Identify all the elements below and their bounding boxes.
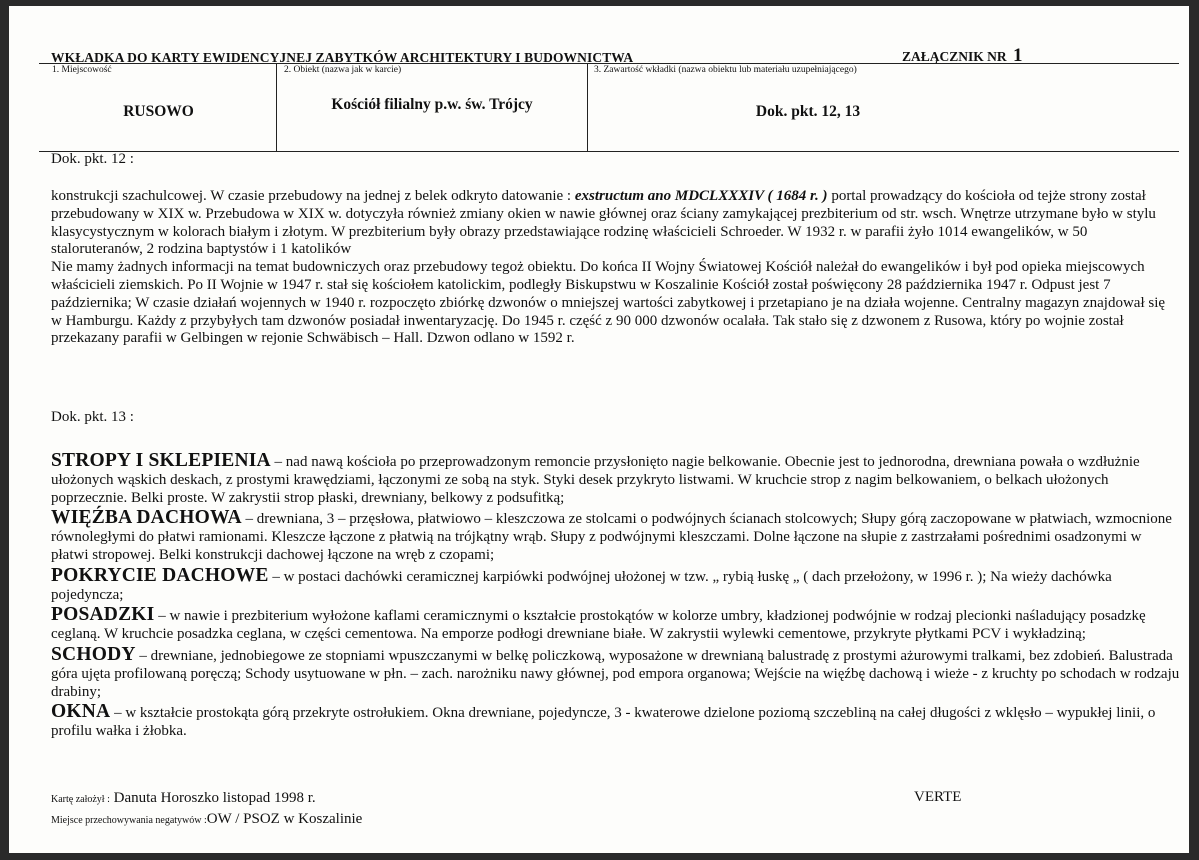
part-heading: OKNA [51, 701, 111, 723]
section-12-paragraph-2: Nie mamy żadnych informacji na temat budowniczych oraz przebudowy tegoż obiektu. Do końca II Wojny Światowej Kościół należał do ewangelików i był pod opieka miejscowych właścicieli ziemskich. Po II Wojnie w 1947 r. stał się kościołem katolickim, podległy Biskupstwu w Koszalinie Kościół został poświęcony 28 października 1947 r. Odpust jest 7 października; W czasie działań wojennych w 1940 r. rozpoczęto zbiórkę dzwonów o mniejszej wartości zabytkowej i przetapiano je na działa wojenne. Centralny magazyn znajdował się w Hamburgu. Każdy z przybyłych tam dzwonów posiadał inwentaryzację. Do 1945 r. część z 90 000 dzwonów ocalała. Tak stało się z dzwonem z Rusowa, który po wojnie został przekazany parafii w Gelbingen w rejonie Schwäbisch – Hall. Dzwon odlano w 1592 r. [51, 259, 1166, 347]
part-heading: STROPY I SKLEPIENIA [51, 450, 271, 471]
part-heading: WIĘŹBA DACHOWA [51, 507, 242, 529]
part-stropy [51, 452, 1181, 507]
field-value-locality: RUSOWO [123, 103, 194, 120]
field-label-object: 2. Obiekt (nazwa jak w karcie) [284, 65, 402, 75]
storage-line [51, 811, 362, 828]
author-label: Kartę założył : [51, 794, 110, 805]
header-bottom-rule [39, 151, 1179, 152]
part-text: – drewniana, 3 – przęsłowa, płatwiowo – kleszczowa ze stolcami o podwójnych ścianach stolcowych; Słupy górą zaczopowane w płatwiach, wzmocnione równoległymi do płatwi ramionami. Kleszcze łączone z płatwią na trójkątny wrąb. Słupy z podwójnymi kleszczami. Dolne łączone na słupie z zastrzałami pośrednimi osadzonymi w płatwi stropowej. Belki konstrukcji dachowej łączone na wręb z czopami; [51, 511, 1172, 563]
section-13-label: Dok. pkt. 13 : [51, 409, 134, 425]
header-top-rule [39, 63, 1179, 64]
author-value: Danuta Horoszko listopad 1998 r. [109, 790, 316, 806]
part-text: – w postaci dachówki ceramicznej karpiówki podwójnej ułożonej w tzw. „ rybią łuskę „ ( dach przełożony, w 1996 r. ); Na wieży dachówka pojedyncza; [51, 568, 1112, 603]
part-wiezba [51, 509, 1181, 564]
field-value-object: Kościół filialny p.w. św. Trójcy [331, 96, 533, 113]
part-heading: POKRYCIE DACHOWE [51, 564, 269, 586]
part-heading: SCHODY [51, 643, 136, 665]
storage-label: Miejsce przechowywania negatywów : [51, 815, 207, 826]
part-text: – drewniane, jednobiegowe ze stopniami wpuszczanymi w belkę policzkową, wyposażone w drewnianą balustradę z prostymi ażurowymi tralkami, bez zdobień. Balustrada góra ujęta profilowaną poręczą; Schody usytuowane w płn. – zach. narożniku nawy głównej, pod empora organowa; Wejście na więźbę dachową i wieże - z kruchty po schodach w rodzaju drabiny; [51, 647, 1180, 700]
storage-value: OW / PSOZ w Koszalinie [206, 811, 363, 827]
section-12-paragraph-1 [51, 188, 1171, 259]
paragraph-1-part-b: portal prowadzący do kościoła od tejże strony został przebudowany w XIX w. Przebudowa w XIX w. dotyczyła również zmiany okien w nawie głównej oraz ściany zamykającej prezbiterium od str. wsch. Wnętrze utrzymane było w stylu klasycystycznym w kolorach białym i złotym. W prezbiterium były obrazy przedstawiające rodzinę właścicieli Schroeder. W 1932 r. w parafii żyło 1014 ewangelików, w 50 staloruteranów, 2 rodzina baptystów i 1 katolików [51, 188, 1156, 258]
part-pokrycie [51, 564, 1181, 605]
author-line [51, 790, 316, 807]
annex-number: 1 [1013, 45, 1023, 66]
part-posadzki [51, 606, 1181, 644]
part-heading: POSADZKI [51, 604, 155, 626]
part-text: – nad nawą kościoła po przeprowadzonym remoncie przysłonięto nagie belkowanie. Obecnie jest to jednorodna, drewniana powała o wzdłużnie ułożonych wąskich deskach, z prostymi krawędziami, łączonymi ze sobą na styk. Styki desek przykryto listwami. W kruchcie strop z nagim belkowaniem, o belkach ułożonych poprzecznie. Belki proste. W zakrystii strop płaski, drewniany, belkowy z podsufitką; [51, 454, 1140, 506]
document-title: WKŁADKA DO KARTY EWIDENCYJNEJ ZABYTKÓW ARCHITEKTURY I BUDOWNICTWA [51, 50, 634, 65]
document-sheet [9, 6, 1189, 853]
paragraph-1-part-a: konstrukcji szachulcowej. W czasie przebudowy na jednej z belek odkryto datowanie : [51, 188, 575, 204]
part-text: – w nawie i prezbiterium wyłożone kaflami ceramicznymi o kształcie prostokątów w kolorze umbry, kładzionej podwójnie w rodzaj plecionki naśladujący posadzkę ceglaną. W kruchcie posadzka ceglana, w części cementowa. Na emporze podłogi drewniane białe. W zakrystii wylewki cementowe, przykryte płytkami PCV i wykładziną; [51, 608, 1146, 643]
section-12-body [51, 188, 1171, 348]
dating-inscription: exstructum ano MDCLXXXIV ( 1684 r. ) [574, 188, 828, 204]
part-schody [51, 643, 1181, 701]
section-13-body [51, 452, 1181, 743]
field-value-contents: Dok. pkt. 12, 13 [755, 103, 861, 120]
annex-label-text: ZAŁĄCZNIK NR [902, 49, 1007, 64]
part-okna [51, 703, 1181, 741]
section-12-label: Dok. pkt. 12 : [51, 151, 134, 167]
field-label-contents: 3. Zawartość wkładki (nazwa obiektu lub materiału uzupełniającego) [594, 65, 857, 75]
field-label-locality: 1. Miejscowość [52, 65, 112, 75]
part-text: – w kształcie prostokąta górą przekryte ostrołukiem. Okna drewniane, pojedyncze, 3 - kwaterowe dzielone poziomą szczebliną na całej długości z wklęsło – wypukłej linii, o profilu wałka i żłobka. [51, 705, 1156, 740]
verte-note: VERTE [914, 789, 962, 805]
